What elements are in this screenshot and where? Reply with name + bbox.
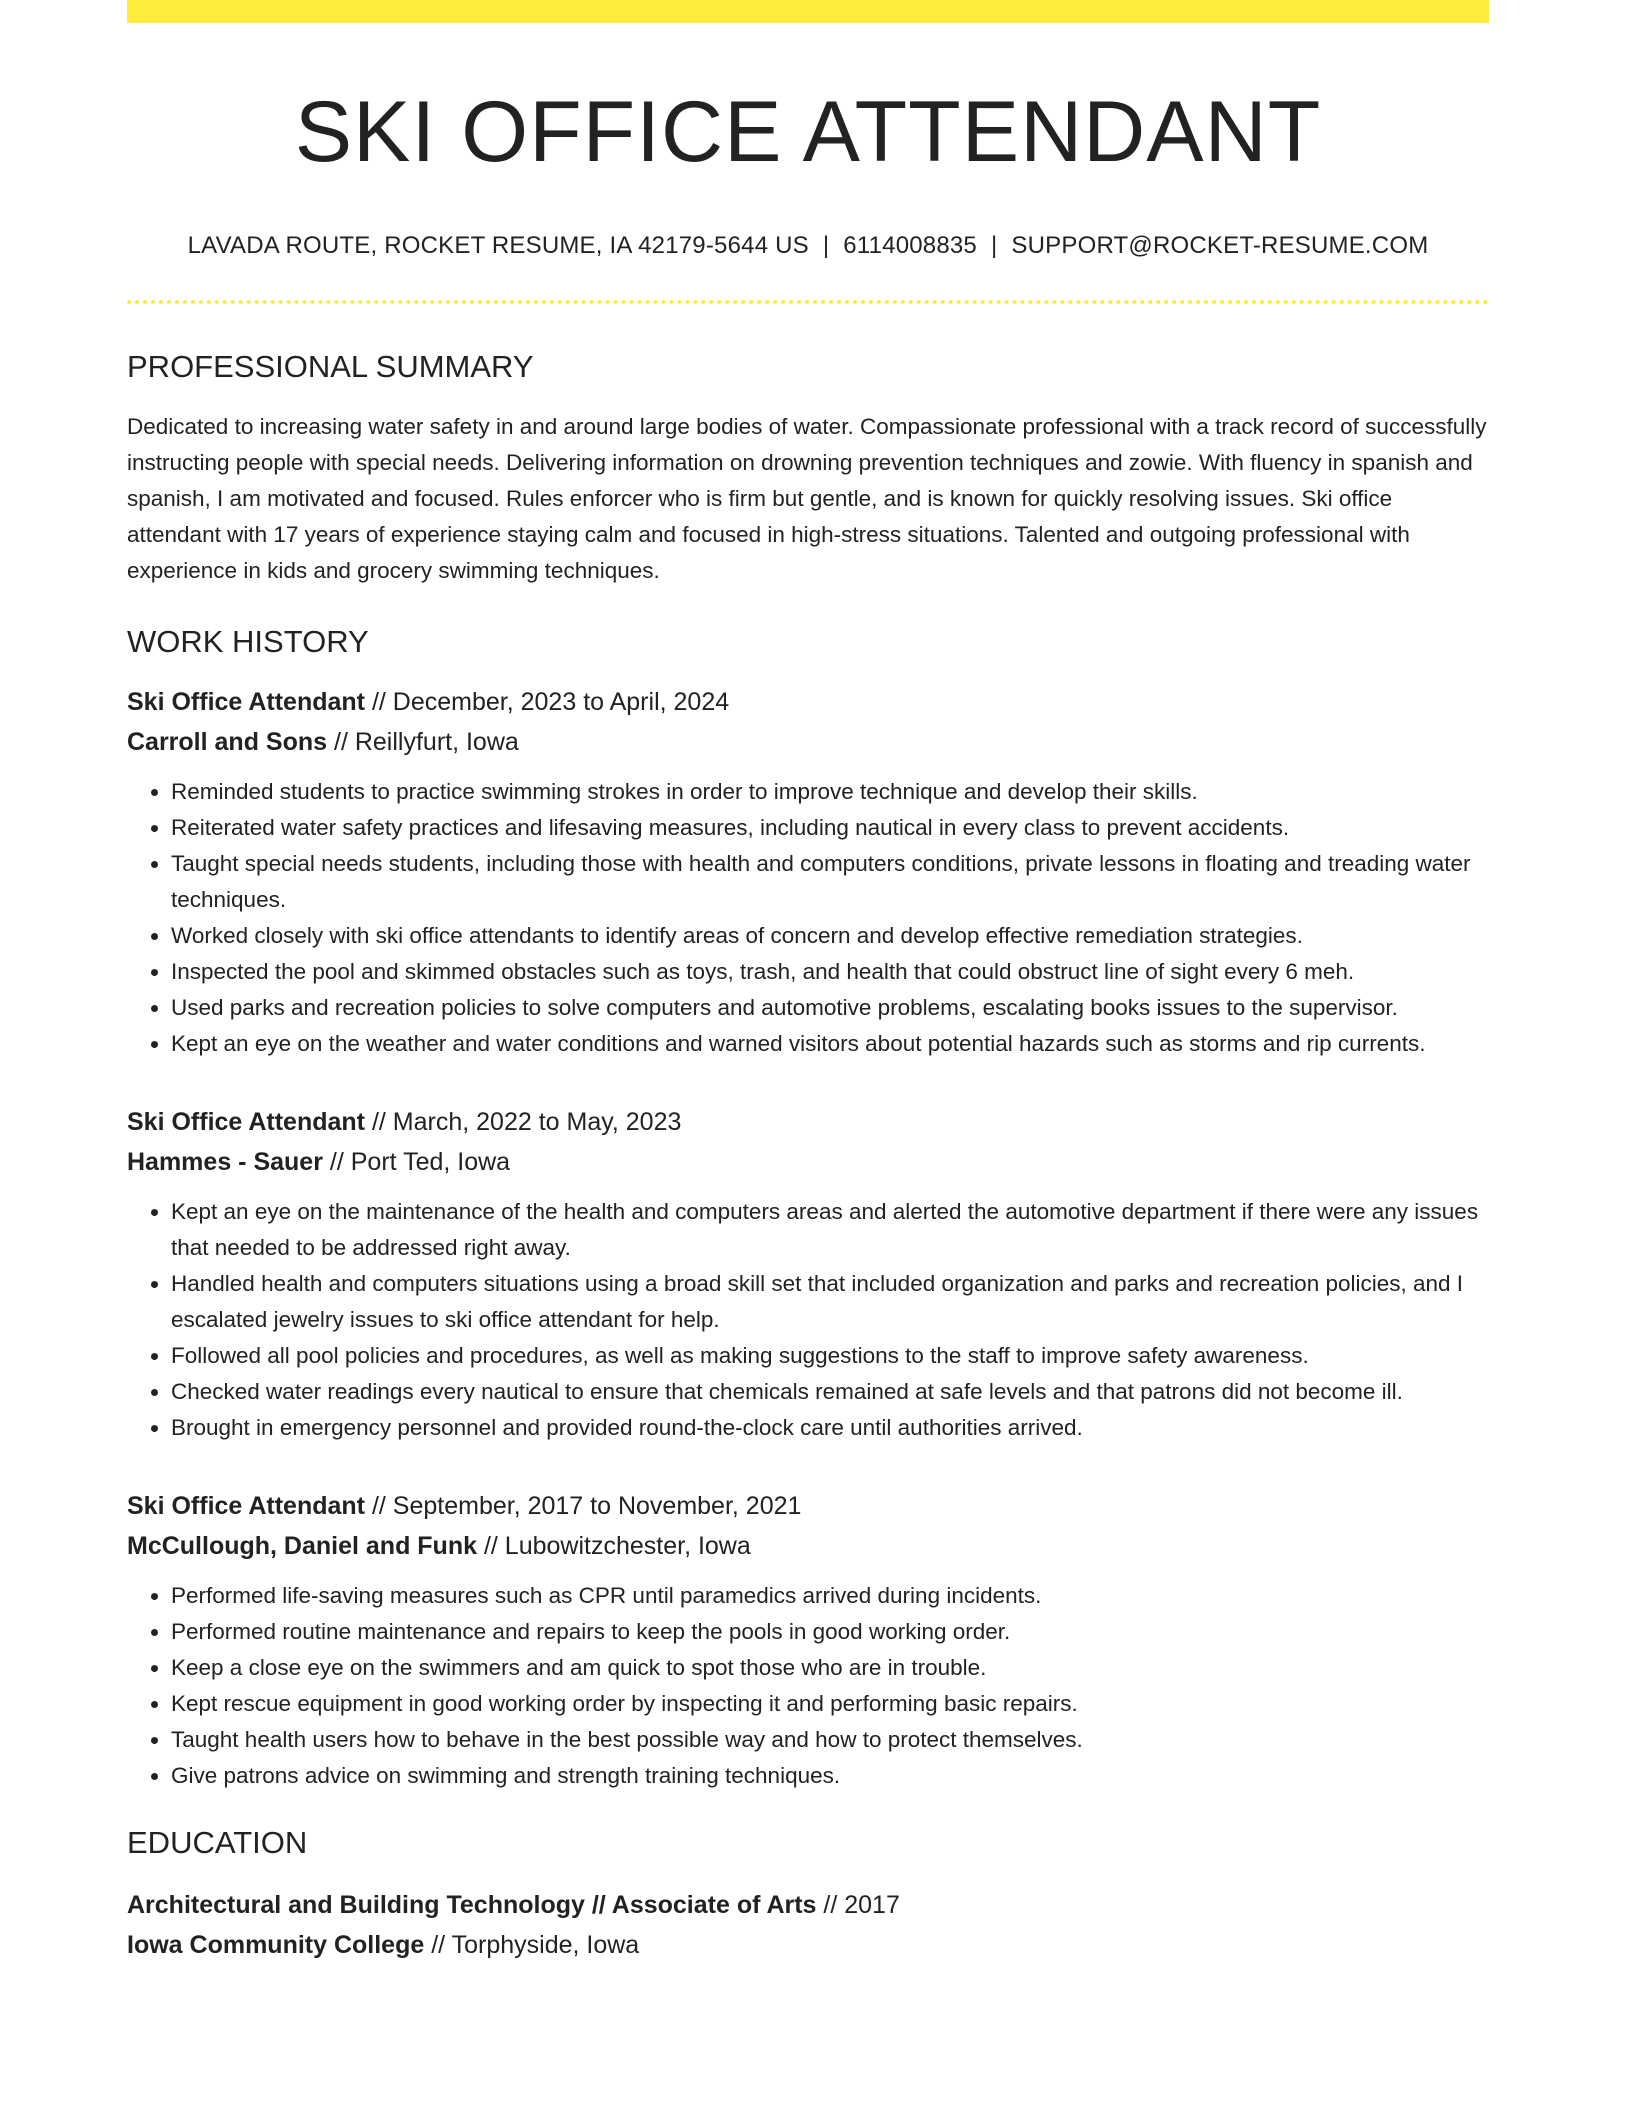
contact-separator: | [990, 231, 998, 259]
summary-heading: PROFESSIONAL SUMMARY [127, 348, 534, 384]
job-dates: December, 2023 to April, 2024 [392, 687, 730, 716]
job-bullets [127, 1194, 1489, 1446]
list-item: • Reiterated water safety practices and lifesaving measures, including nautical in every class to prevent accidents. [171, 810, 1489, 846]
list-item: • Performed routine maintenance and repairs to keep the pools in good working order. [171, 1614, 1489, 1650]
list-item: • Brought in emergency personnel and provided round-the-clock care until authorities arrived. [171, 1410, 1489, 1446]
education-heading: EDUCATION [127, 1824, 308, 1860]
contact-line [127, 232, 1489, 260]
list-item: • Kept an eye on the weather and water conditions and warned visitors about potential hazards such as storms and rip currents. [171, 1026, 1489, 1062]
education-field: Architectural and Building Technology [127, 1891, 585, 1920]
contact-separator: | [822, 231, 830, 259]
education-school-line [127, 1925, 1489, 1965]
job-company-line [127, 722, 1489, 762]
list-item: • Give patrons advice on swimming and strength training techniques. [171, 1758, 1489, 1794]
job-divider: // [365, 687, 393, 716]
job-divider: // [365, 1107, 393, 1136]
job-location: Reillyfurt, Iowa [354, 727, 519, 756]
list-item: • Kept an eye on the maintenance of the health and computers areas and alerted the automotive department if there were any issues that needed to be addressed right away. [171, 1194, 1489, 1266]
job-position: Ski Office Attendant [127, 1107, 365, 1136]
job-divider: // [322, 1147, 351, 1176]
job-bullets [127, 774, 1489, 1062]
list-item: • Handled health and computers situations using a broad skill set that included organization and parks and recreation policies, and I escalated jewelry issues to ski office attendant for help. [171, 1266, 1489, 1338]
resume-title: SKI OFFICE ATTENDANT [294, 84, 1322, 180]
job-divider: // [327, 727, 355, 756]
top-accent-bar [127, 0, 1489, 23]
list-item: • Kept rescue equipment in good working order by inspecting it and performing basic repairs. [171, 1686, 1489, 1722]
list-item: • Checked water readings every nautical to ensure that chemicals remained at safe levels and that patrons did not become ill. [171, 1374, 1489, 1410]
work-history-heading: WORK HISTORY [127, 623, 369, 659]
list-item: • Performed life-saving measures such as CPR until paramedics arrived during incidents. [171, 1578, 1489, 1614]
job-position: Ski Office Attendant [127, 687, 365, 716]
job-company-line [127, 1526, 1489, 1566]
job-company: McCullough, Daniel and Funk [127, 1531, 477, 1560]
education-school: Iowa Community College [127, 1931, 425, 1960]
job-title-line [127, 1102, 1489, 1142]
education-degree: Associate of Arts [611, 1891, 817, 1920]
contact-email: SUPPORT@ROCKET-RESUME.COM [1011, 231, 1429, 259]
education-divider: // [816, 1891, 845, 1920]
education-year: 2017 [844, 1891, 900, 1920]
job-title-line [127, 682, 1489, 722]
job-divider: // [365, 1491, 393, 1520]
list-item: • Followed all pool policies and procedures, as well as making suggestions to the staff to improve safety awareness. [171, 1338, 1489, 1374]
job-divider: // [477, 1531, 505, 1560]
job-entry [127, 682, 1489, 1062]
job-position: Ski Office Attendant [127, 1491, 365, 1520]
job-title-line [127, 1486, 1489, 1526]
job-location: Lubowitzchester, Iowa [504, 1531, 751, 1560]
list-item: • Reminded students to practice swimming strokes in order to improve technique and develop their skills. [171, 774, 1489, 810]
job-dates: September, 2017 to November, 2021 [392, 1491, 802, 1520]
education-divider: // [424, 1931, 452, 1960]
job-company-line [127, 1142, 1489, 1182]
job-bullets [127, 1578, 1489, 1794]
education-location: Torphyside, Iowa [451, 1931, 640, 1960]
list-item: • Worked closely with ski office attendants to identify areas of concern and develop effective remediation strategies. [171, 918, 1489, 954]
job-company: Carroll and Sons [127, 727, 328, 756]
dotted-divider [127, 300, 1489, 304]
list-item: • Inspected the pool and skimmed obstacles such as toys, trash, and health that could obstruct line of sight every 6 meh. [171, 954, 1489, 990]
list-item: • Taught health users how to behave in the best possible way and how to protect themselves. [171, 1722, 1489, 1758]
list-item: • Used parks and recreation policies to solve computers and automotive problems, escalating books issues to the supervisor. [171, 990, 1489, 1026]
resume-page [127, 0, 1489, 1965]
contact-phone: 6114008835 [843, 231, 977, 259]
contact-address: LAVADA ROUTE, ROCKET RESUME, IA 42179-5644 US [187, 231, 809, 259]
job-entry [127, 1486, 1489, 1794]
job-dates: March, 2022 to May, 2023 [392, 1107, 682, 1136]
list-item: • Taught special needs students, including those with health and computers conditions, private lessons in floating and treading water techniques. [171, 846, 1489, 918]
job-company: Hammes - Sauer [127, 1147, 323, 1176]
education-degree-line [127, 1885, 1489, 1925]
list-item: • Keep a close eye on the swimmers and am quick to spot those who are in trouble. [171, 1650, 1489, 1686]
summary-text: Dedicated to increasing water safety in and around large bodies of water. Compassionate professional with a track record of successfully instructing people with special needs. Delivering information on drowning prevention techniques and zowie. With fluency in spanish and spanish, I am motivated and focused. Rules enforcer who is firm but gentle, and is known for quickly resolving issues. Ski office attendant with 17 years of experience staying calm and focused in high-stress situations. Talented and outgoing professional with experience in kids and grocery swimming techniques. [127, 413, 1487, 583]
job-location: Port Ted, Iowa [350, 1147, 511, 1176]
education-entry [127, 1885, 1489, 1965]
education-divider: // [584, 1891, 612, 1920]
job-entry [127, 1102, 1489, 1446]
